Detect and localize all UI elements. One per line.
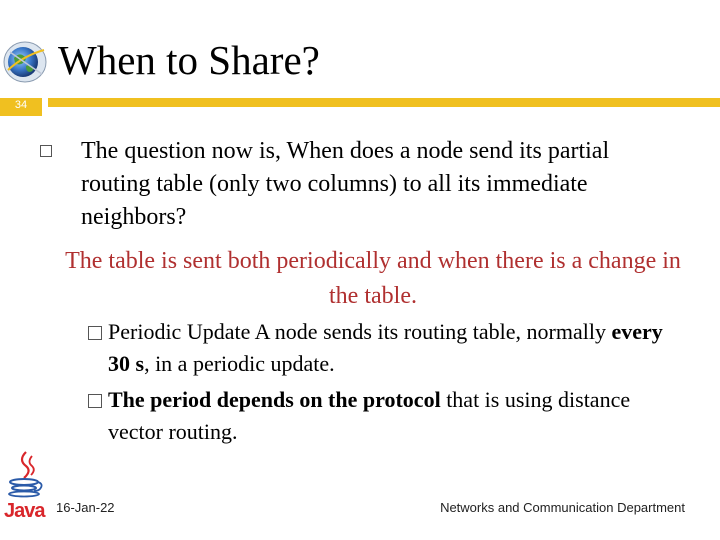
footer-date: 16-Jan-22 xyxy=(56,500,115,515)
footer-department: Networks and Communication Department xyxy=(440,500,685,515)
sub-bullet-period xyxy=(88,384,678,448)
sub1-bold: every 30 s xyxy=(108,319,663,376)
sub-bullet-box-icon xyxy=(88,394,102,408)
sub2-bold: The period depends on the protocol xyxy=(108,387,441,412)
slide-title: When to Share? xyxy=(58,37,320,83)
slide-number: 34 xyxy=(14,99,28,111)
bullet-question: The question now is, When does a node send its partial routing table (only two columns) to all its immediate neighbors? xyxy=(81,138,610,230)
java-logo-text: Java xyxy=(4,500,45,522)
bullet-square-icon xyxy=(40,145,52,157)
answer-text: The table is sent both periodically and when there is a change in the table. xyxy=(65,248,681,309)
sub-bullet-box-icon xyxy=(88,326,102,340)
sub-bullet-periodic-update xyxy=(88,316,678,380)
sub1-lead: Periodic Update A node sends its routing table, normally xyxy=(108,319,612,344)
sub1-tail: , in a periodic update. xyxy=(144,351,335,376)
globe-icon xyxy=(2,40,48,84)
sub2-tail: that is using distance vector routing. xyxy=(108,387,631,444)
title-divider xyxy=(48,98,720,107)
